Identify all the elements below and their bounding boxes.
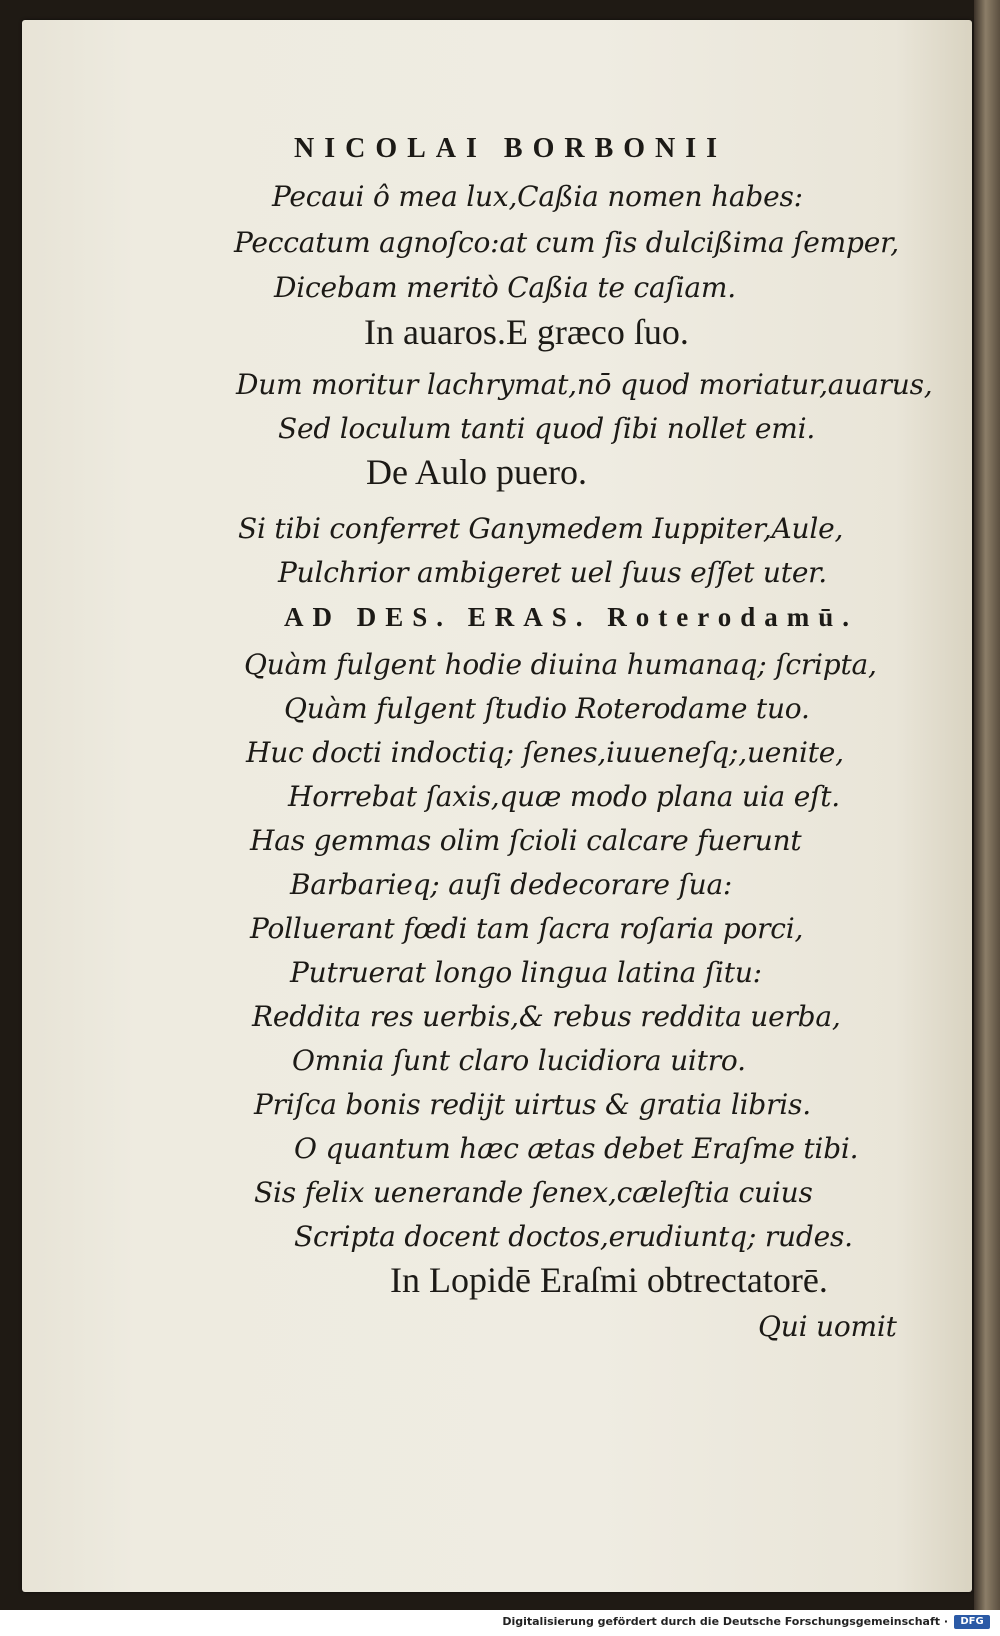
text-line: Polluerant fœdi tam ſacra roſaria porci, — [250, 912, 804, 945]
poem-heading: In auaros.E græco ſuo. — [364, 312, 689, 352]
text-line: Sed loculum tanti quod ſibi nollet emi. — [278, 412, 816, 445]
text-line: Barbarieq; auſi dedecorare ſua: — [290, 868, 733, 901]
footer-bar — [0, 1610, 1000, 1636]
text-line: Horrebat ſaxis,quæ modo plana uia eſt. — [288, 780, 840, 813]
poem-heading: De Aulo puero. — [366, 452, 587, 492]
text-line: Putruerat longo lingua latina ſitu: — [290, 956, 762, 989]
book-page — [22, 20, 972, 1592]
poem-heading: In Lopidē Eraſmi obtrectatorē. — [390, 1260, 828, 1300]
text-line: Huc docti indoctiq; ſenes,iuueneſq;,uenite, — [246, 736, 844, 769]
text-line: Quàm fulgent hodie diuina humanaq; ſcripta, — [244, 648, 877, 681]
text-line: Dum moritur lachrymat,nō quod moriatur,auarus, — [236, 368, 933, 401]
text-line: Sis felix uenerande ſenex,cæleſtia cuius — [254, 1176, 813, 1209]
running-head: NICOLAI BORBONII — [294, 133, 728, 164]
funding-credit: Digitalisierung gefördert durch die Deutsche Forschungsgemeinschaft · — [502, 1615, 948, 1628]
text-line: Omnia ſunt claro lucidiora uitro. — [292, 1044, 746, 1077]
dfg-logo-icon: DFG — [954, 1615, 990, 1629]
text-line: O quantum hæc ætas debet Eraſme tibi. — [294, 1132, 859, 1165]
page-text — [22, 20, 972, 1592]
text-line: Quàm fulgent ſtudio Roterodame tuo. — [284, 692, 810, 725]
text-line: Pecaui ô mea lux,Caßia nomen habes: — [272, 180, 803, 213]
text-line: Priſca bonis redijt uirtus & gratia libris. — [254, 1088, 811, 1121]
poem-heading: AD DES. ERAS. Roterodamū. — [284, 602, 859, 632]
text-line: Dicebam meritò Caßia te caſiam. — [274, 271, 736, 304]
text-line: Pulchrior ambigeret uel ſuus eſſet uter. — [278, 556, 827, 589]
text-line: Peccatum agnoſco:at cum ſis dulcißima ſemper, — [234, 226, 899, 259]
text-line: Si tibi conferret Ganymedem Iuppiter,Aule, — [238, 512, 844, 545]
book-edge — [974, 0, 1000, 1610]
text-line: Scripta docent doctos,erudiuntq; rudes. — [294, 1220, 853, 1253]
catchword: Qui uomit — [758, 1310, 897, 1343]
text-line: Reddita res uerbis,& rebus reddita uerba, — [252, 1000, 841, 1033]
text-line: Has gemmas olim ſcioli calcare fuerunt — [250, 824, 802, 857]
